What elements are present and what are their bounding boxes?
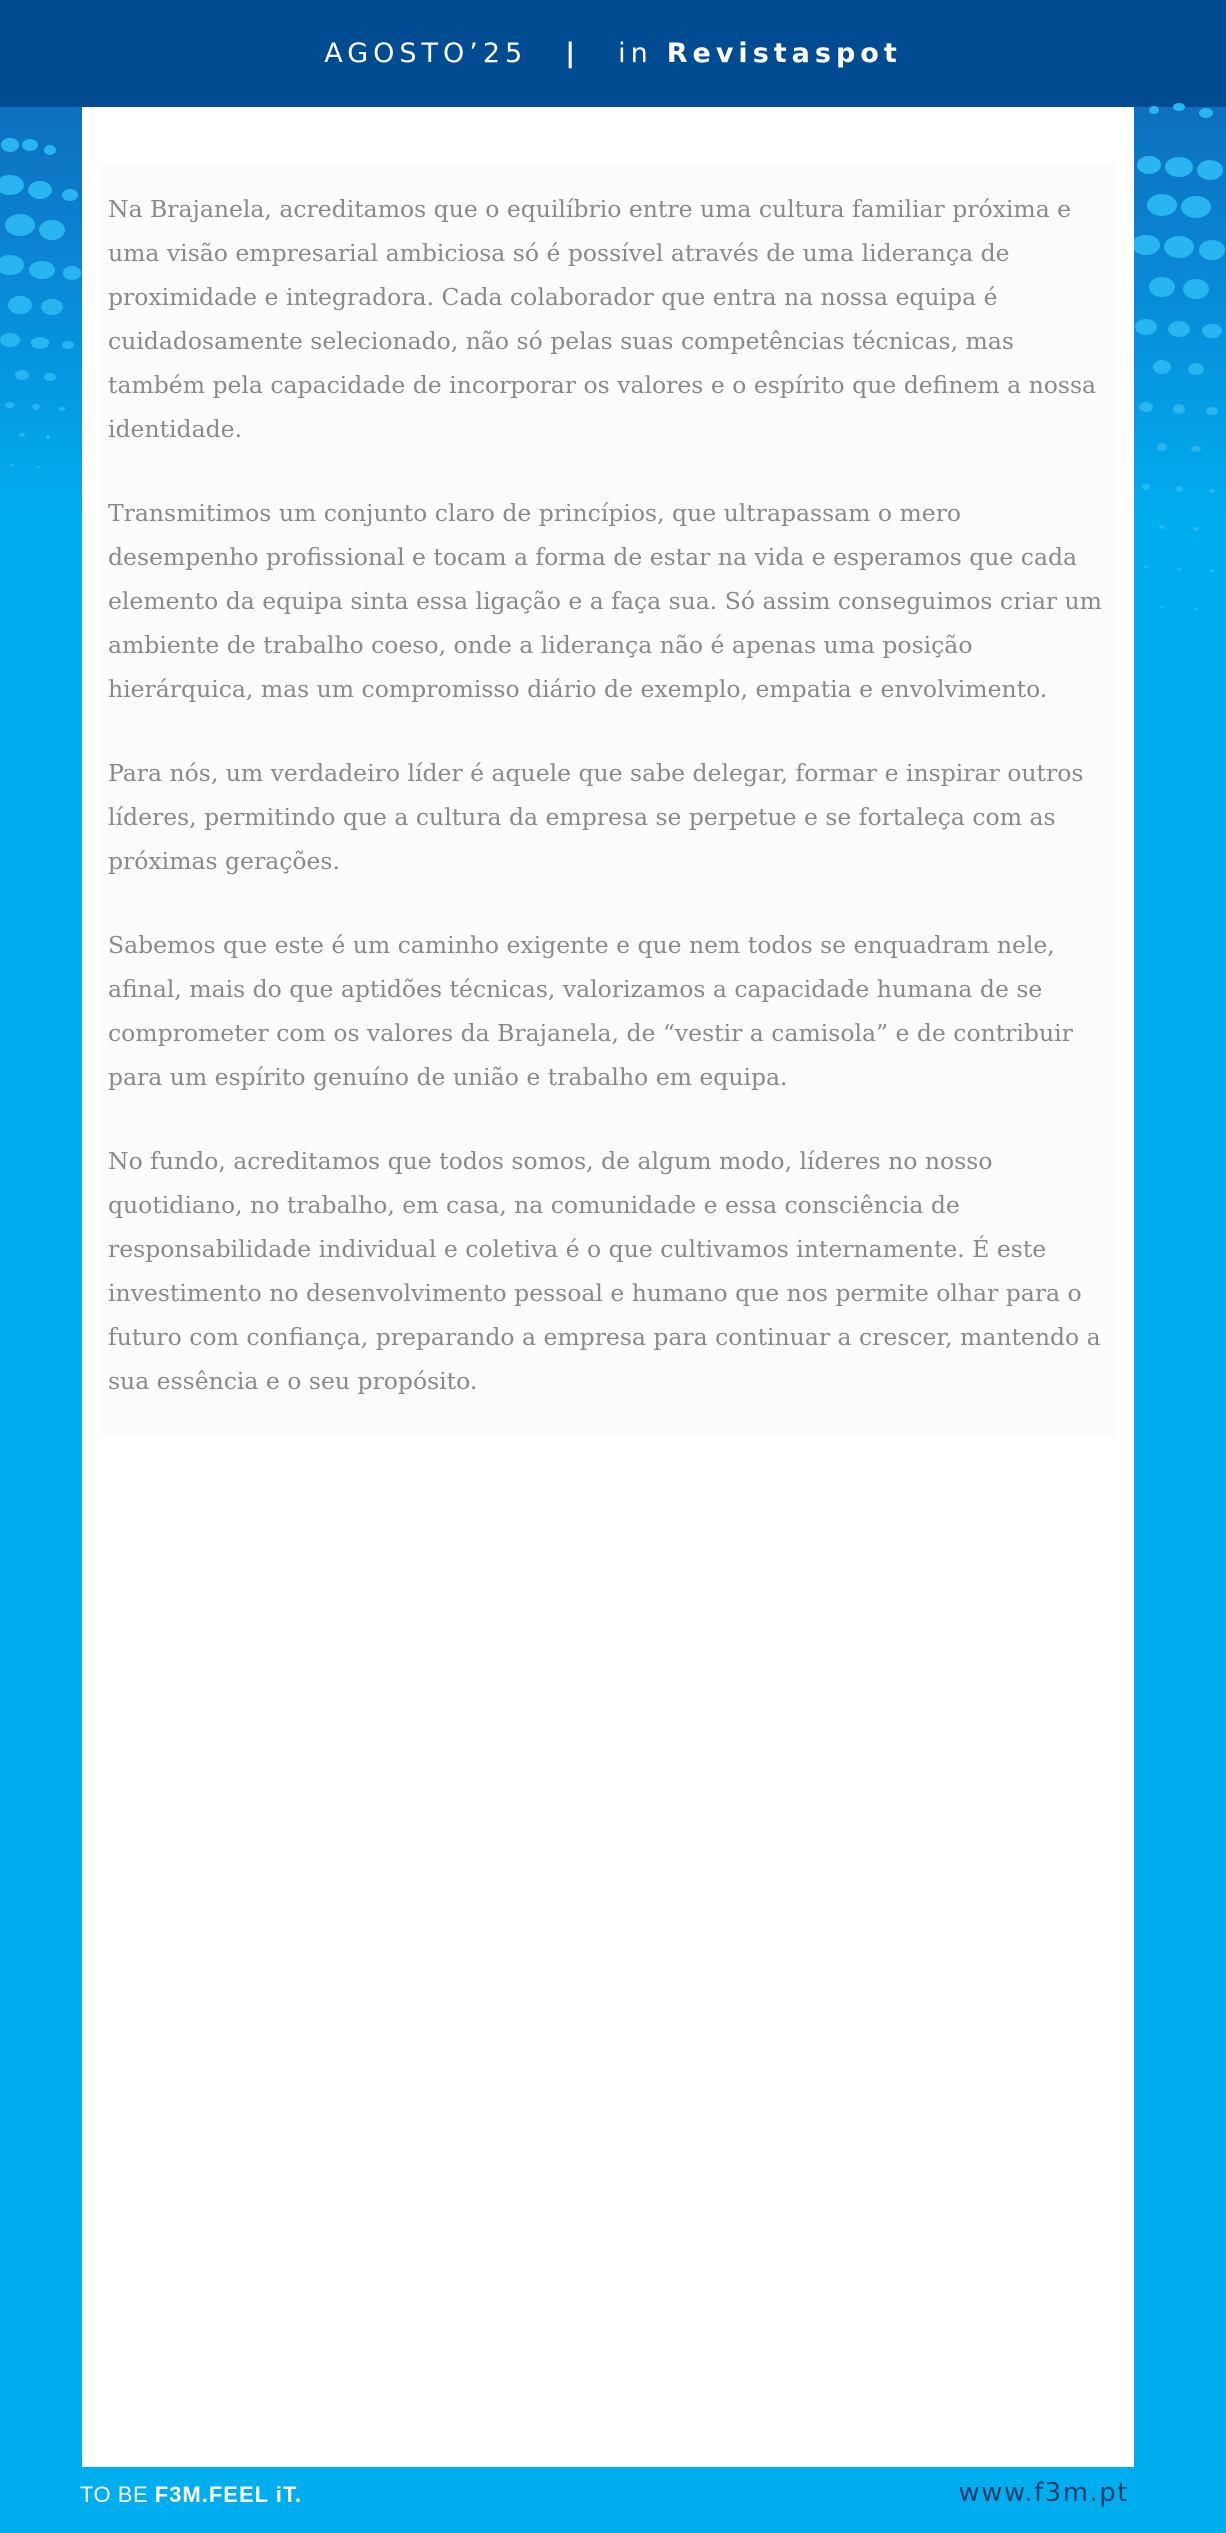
issue-label: AGOSTO’25 <box>324 38 528 69</box>
tagline-brand: F3M.FEEL iT. <box>154 2482 303 2507</box>
page-header <box>0 0 1226 107</box>
article-paragraph-2: Transmitimos um conjunto claro de princípios, que ultrapassam o mero desempenho profissional e tocam a forma de estar na vida e esperamos que cada elemento da equipa sinta essa ligação e a faça sua. Só assim conseguimos criar um ambiente de trabalho coeso, onde a liderança não é apenas uma posição hierárquica, mas um compromisso diário de exemplo, empatia e envolvimento. <box>108 499 1102 703</box>
footer-tagline <box>80 2482 302 2508</box>
halftone-pattern-right <box>1134 95 1226 855</box>
article-paragraph-5: No fundo, acreditamos que todos somos, de algum modo, líderes no nosso quotidiano, no trabalho, em casa, na comunidade e essa consciência de responsabilidade individual e coletiva é o que cultivamos internamente. É este investimento no desenvolvimento pessoal e humano que nos permite olhar para o futuro com confiança, preparando a empresa para continuar a crescer, mantendo a sua essência e o seu propósito. <box>108 1147 1101 1395</box>
tagline-prefix: TO BE <box>80 2482 149 2507</box>
in-label: in <box>618 38 653 69</box>
halftone-pattern-left <box>0 95 82 515</box>
header-separator: | <box>565 38 581 69</box>
publication-name: Revistaspot <box>666 38 902 69</box>
website-link[interactable]: www.f3m.pt <box>958 2478 1129 2508</box>
article-body <box>108 187 1108 1443</box>
article-page <box>82 107 1134 2467</box>
article-paragraph-3: Para nós, um verdadeiro líder é aquele que sabe delegar, formar e inspirar outros líderes, permitindo que a cultura da empresa se perpetue e se fortaleça com as próximas gerações. <box>108 759 1084 875</box>
article-paragraph-4: Sabemos que este é um caminho exigente e que nem todos se enquadram nele, afinal, mais do que aptidões técnicas, valorizamos a capacidade humana de se comprometer com os valores da Brajanela, de “vestir a camisola” e de contribuir para um espírito genuíno de união e trabalho em equipa. <box>108 931 1073 1091</box>
article-paragraph-1: Na Brajanela, acreditamos que o equilíbrio entre uma cultura familiar próxima e uma visão empresarial ambiciosa só é possível através de uma liderança de proximidade e integradora. Cada colaborador que entra na nossa equipa é cuidadosamente selecionado, não só pelas suas competências técnicas, mas também pela capacidade de incorporar os valores e o espírito que definem a nossa identidade. <box>108 195 1097 443</box>
